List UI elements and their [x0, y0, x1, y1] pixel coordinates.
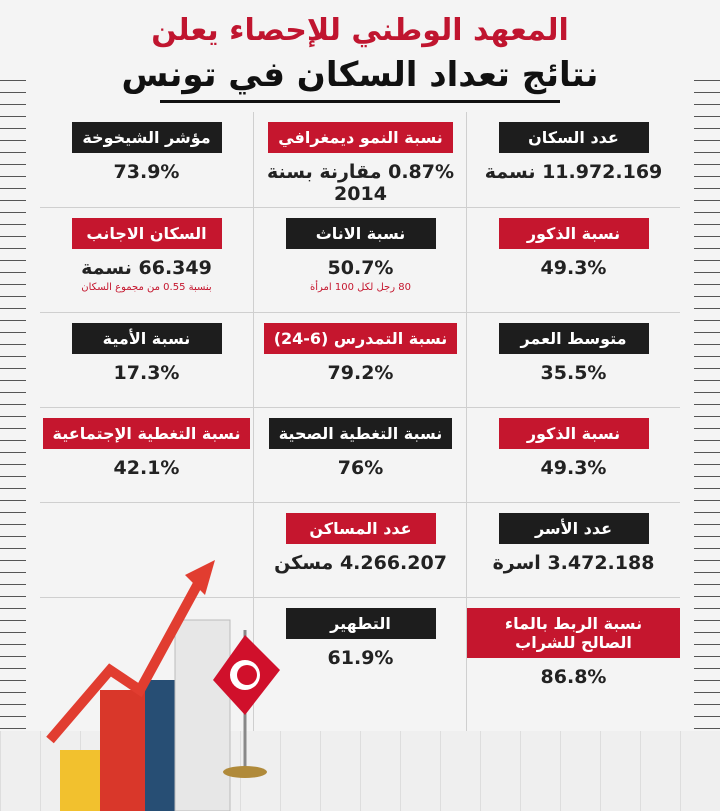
stat-label: نسبة التغطية الإجتماعية: [43, 418, 251, 449]
stat-value: 4.266.207 مسكن: [274, 552, 447, 574]
stat-value: 86.8%: [540, 666, 607, 688]
stat-label: نسبة الاناث: [286, 218, 436, 249]
stat-label: التطهير: [286, 608, 436, 639]
stat-aging-index: [40, 112, 253, 183]
stat-value: 0.87% مقارنة بسنة 2014: [266, 161, 455, 205]
stat-label: متوسط العمر: [499, 323, 649, 354]
stat-value: 49.3%: [540, 457, 607, 479]
stat-label: نسبة الذكور: [499, 418, 649, 449]
header: [0, 10, 720, 98]
stat-label: عدد الأسر: [499, 513, 649, 544]
stat-value: 3.472.188 اسرة: [492, 552, 655, 574]
stat-label: عدد المساكن: [286, 513, 436, 544]
right-ruler-decoration: [694, 80, 720, 730]
stat-value: 50.7%: [327, 257, 394, 279]
stat-value: 66.349 نسمة: [81, 257, 212, 279]
stat-note: 80 رجل لكل 100 امرأة: [310, 282, 411, 293]
stat-male-ratio: [467, 208, 680, 279]
stat-label: السكان الاجانب: [72, 218, 222, 249]
stat-average-age: [467, 313, 680, 384]
stat-male-ratio-2: [467, 408, 680, 479]
stat-growth-rate: [254, 112, 467, 205]
stat-value: 49.3%: [540, 257, 607, 279]
stat-value: 42.1%: [113, 457, 180, 479]
stat-foreigners: [40, 208, 253, 293]
stat-schooling-rate: [254, 313, 467, 384]
stat-water-connection: [467, 598, 680, 688]
stat-value: 79.2%: [327, 362, 394, 384]
stat-value: 17.3%: [113, 362, 180, 384]
stat-label: نسبة النمو ديمغرافي: [268, 122, 453, 153]
stat-label: نسبة الأمية: [72, 323, 222, 354]
stat-value: 35.5%: [540, 362, 607, 384]
stat-value: 11.972.169 نسمة: [484, 161, 663, 183]
stat-label: نسبة التغطية الصحية: [269, 418, 453, 449]
tunisia-flag-icon: [205, 620, 285, 780]
stat-label: نسبة التمدرس (6-24): [264, 323, 458, 354]
stat-label: نسبة الربط بالماء الصالح للشراب: [467, 608, 680, 658]
stat-label: نسبة الذكور: [499, 218, 649, 249]
header-title: المعهد الوطني للإحصاء يعلن: [151, 13, 569, 48]
stat-households: [467, 503, 680, 574]
stat-health-coverage: [254, 408, 467, 479]
stat-population: [467, 112, 680, 183]
stat-label: عدد السكان: [499, 122, 649, 153]
stat-illiteracy-rate: [40, 313, 253, 384]
left-ruler-decoration: [0, 80, 26, 730]
stat-label: مؤشر الشيخوخة: [72, 122, 222, 153]
title-underline: [160, 100, 560, 103]
stat-value: 73.9%: [113, 161, 180, 183]
header-subtitle: نتائج تعداد السكان في تونس: [121, 55, 599, 95]
stat-sanitation: [254, 598, 467, 669]
stat-female-ratio: [254, 208, 467, 293]
stat-value: 61.9%: [327, 647, 394, 669]
stat-social-coverage: [40, 408, 253, 479]
stat-dwellings: [254, 503, 467, 574]
stat-note: بنسبة 0.55 من مجموع السكان: [81, 282, 212, 293]
stat-value: 76%: [337, 457, 384, 479]
